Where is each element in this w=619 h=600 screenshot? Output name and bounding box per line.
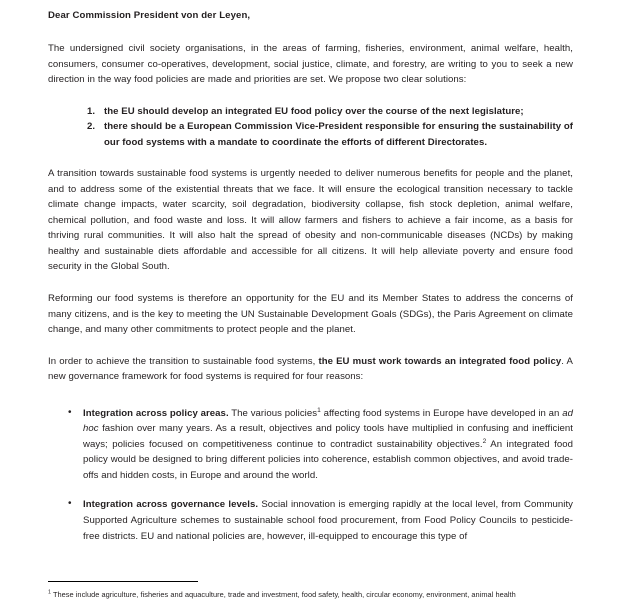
reasons-bullet-list — [48, 406, 573, 544]
paragraph-in-order-bold: the EU must work towards an integrated food policy — [318, 355, 562, 367]
footnote-marker-2: 2 — [482, 437, 487, 445]
footnote-entry — [48, 589, 573, 600]
bullet-italic-phrase: ad hoc — [83, 407, 573, 435]
bullet-text-segment: An integrated food policy would be designed to bring different policies into coherence, establish common objectives, and avoid trade-offs and hidden costs, in Europe and around the world. — [83, 438, 573, 481]
footnote-separator-rule — [48, 581, 198, 582]
bullet-text-segment: affecting food systems in Europe have developed in an — [320, 407, 563, 419]
solutions-list-item: the EU should develop an integrated EU food policy over the course of the next legislature; — [104, 105, 524, 117]
solutions-list — [48, 104, 573, 151]
bullet-item-governance-levels — [68, 497, 573, 544]
footnote-number: 1 — [48, 589, 52, 596]
footnote-area — [48, 581, 573, 600]
footnote-body-text: These include agriculture, fisheries and aquaculture, trade and investment, food safety, health, circular economy, environment, animal health — [51, 590, 516, 599]
intro-paragraph: The undersigned civil society organisations, in the areas of farming, fisheries, environment, animal welfare, health, consumers, consumer co-operatives, development, social justice, climate, and forestry, are writing to you to seek a new direction in the way food policies are made and priorities are set. We propose two clear solutions: — [48, 43, 573, 86]
spacer — [48, 399, 573, 406]
paragraph-in-order-text-after: . A new governance framework for food systems is required for four reasons: — [48, 355, 573, 383]
bullet-lead-label: Integration across policy areas. — [83, 407, 229, 419]
paragraph-in-order — [48, 354, 573, 385]
paragraph-reforming: Reforming our food systems is therefore an opportunity for the EU and its Member States to address the concerns of many citizens, and is the key to meeting the UN Sustainable Development Goals (SDGs), the Paris Agreement on climate change, and many other commitments to protect people and the planet. — [48, 292, 573, 336]
paragraph-in-order-text-before: In order to achieve the transition to sustainable food systems, — [48, 355, 319, 367]
bullet-text-segment: fashion over many years. As a result, objectives and policy tools have multiplied in confusing and inefficient ways; policies focused on competitiveness continue to contradict sustainability objectives. — [83, 423, 573, 450]
solutions-list-item: there should be a European Commission Vice-President responsible for ensuring the sustainability of our food systems with a mandate to coordinate the efforts of different Directorates. — [104, 121, 573, 148]
bullet-text-segment: Social innovation is emerging rapidly at the local level, from Community Supported Agriculture schemes to sustainable school food procurement, from Food Policy Councils to pesticide-free districts. EU and national policies are, however, ill-equipped to encourage this type of — [83, 499, 574, 542]
bullet-item-policy-areas — [68, 406, 573, 484]
bullet-text-segment: The various policies — [228, 407, 318, 419]
salutation: Dear Commission President von der Leyen, — [48, 10, 251, 21]
bullet-lead-label: Integration across governance levels. — [83, 499, 259, 511]
paragraph-transition: A transition towards sustainable food systems is urgently needed to deliver numerous benefits for people and the planet, and to address some of the existential threats that we face. It will ensure the ecological transition necessary to tackle climate change impacts, water scarcity, soil degradation, biodiversity collapse, fish stock depletion, animal welfare, chemical pollution, and food waste and loss. It will allow farmers and fishers to achieve a fair income, as a basis for thriving rural communities. It will also halt the spread of obesity and non-communicable diseases (NCDs) by making healthy and sustainable diets affordable and accessible for all citizens. It will help alleviate poverty and ensure food security in the Global South. — [48, 168, 573, 273]
footnote-marker-1: 1 — [317, 406, 321, 414]
